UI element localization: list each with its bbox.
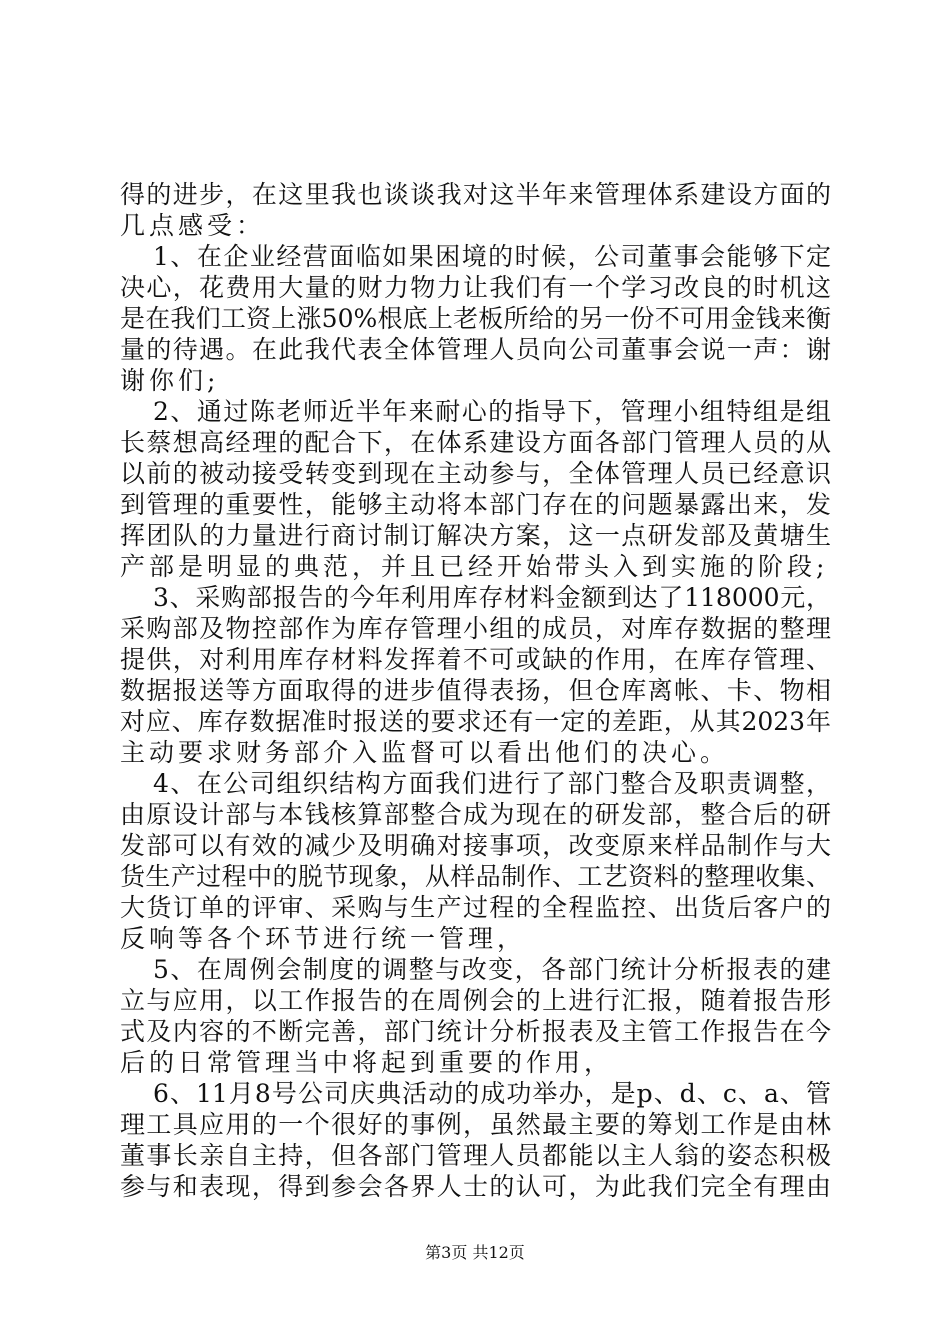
text-line: 采购部及物控部作为库存管理小组的成员，对库存数据的整理 bbox=[120, 614, 831, 643]
paragraph-6-start: 6、11月8号公司庆典活动的成功举办，是p、d、c、a、管 bbox=[153, 1079, 831, 1108]
text-line: 参与和表现，得到参会各界人士的认可，为此我们完全有理由 bbox=[120, 1172, 831, 1201]
text-line: 立与应用，以工作报告的在周例会的上进行汇报，随着报告形 bbox=[120, 986, 831, 1015]
text-line: 挥团队的力量进行商讨制订解决方案，这一点研发部及黄塘生 bbox=[120, 521, 831, 550]
text-line: 理工具应用的一个很好的事例，虽然最主要的筹划工作是由林 bbox=[120, 1110, 831, 1139]
page-number-footer: 第3页 共12页 bbox=[425, 1243, 525, 1262]
text-line: 后的日常管理当中将起到重要的作用， bbox=[120, 1048, 614, 1077]
text-line: 长蔡想高经理的配合下，在体系建设方面各部门管理人员的从 bbox=[120, 428, 831, 457]
document-body bbox=[120, 179, 831, 1202]
text-line: 得的进步，在这里我也谈谈我对这半年来管理体系建设方面的 bbox=[120, 180, 831, 209]
text-line: 到管理的重要性，能够主动将本部门存在的问题暴露出来，发 bbox=[120, 490, 831, 519]
text-line: 由原设计部与本钱核算部整合成为现在的研发部，整合后的研 bbox=[120, 800, 831, 829]
text-line: 产部是明显的典范，并且已经开始带头入到实施的阶段; bbox=[120, 552, 829, 581]
text-line: 以前的被动接受转变到现在主动参与，全体管理人员已经意识 bbox=[120, 459, 831, 488]
paragraph-2-start: 2、通过陈老师近半年来耐心的指导下，管理小组特组是组 bbox=[153, 397, 831, 426]
text-line: 是在我们工资上涨50%根底上老板所给的另一份不可用金钱来衡 bbox=[120, 304, 831, 333]
paragraph-3-start: 3、采购部报告的今年利用库存材料金额到达了118000元， bbox=[153, 583, 831, 612]
text-line: 主动要求财务部介入监督可以看出他们的决心。 bbox=[120, 738, 730, 767]
text-line: 决心，花费用大量的财力物力让我们有一个学习改良的时机这 bbox=[120, 273, 831, 302]
text-line: 大货订单的评审、采购与生产过程的全程监控、出货后客户的 bbox=[120, 893, 831, 922]
text-line: 货生产过程中的脱节现象，从样品制作、工艺资料的整理收集、 bbox=[120, 862, 831, 891]
text-line: 发部可以有效的减少及明确对接事项，改变原来样品制作与大 bbox=[120, 831, 831, 860]
text-line: 反响等各个环节进行统一管理， bbox=[120, 924, 527, 953]
text-line: 量的待遇。在此我代表全体管理人员向公司董事会说一声：谢 bbox=[120, 335, 831, 364]
text-line: 董事长亲自主持，但各部门管理人员都能以主人翁的姿态积极 bbox=[120, 1141, 831, 1170]
text-line: 谢你们; bbox=[120, 366, 220, 395]
text-line: 对应、库存数据准时报送的要求还有一定的差距，从其2023年 bbox=[120, 707, 831, 736]
paragraph-1-start: 1、在企业经营面临如果困境的时候，公司董事会能够下定 bbox=[153, 242, 831, 271]
text-line: 提供，对利用库存材料发挥着不可或缺的作用，在库存管理、 bbox=[120, 645, 831, 674]
text-line: 数据报送等方面取得的进步值得表扬，但仓库离帐、卡、物相 bbox=[120, 676, 831, 705]
paragraph-5-start: 5、在周例会制度的调整与改变，各部门统计分析报表的建 bbox=[153, 955, 831, 984]
text-line: 几点感受： bbox=[120, 211, 266, 240]
paragraph-4-start: 4、在公司组织结构方面我们进行了部门整合及职责调整， bbox=[153, 769, 831, 798]
text-line: 式及内容的不断完善，部门统计分析报表及主管工作报告在今 bbox=[120, 1017, 831, 1046]
